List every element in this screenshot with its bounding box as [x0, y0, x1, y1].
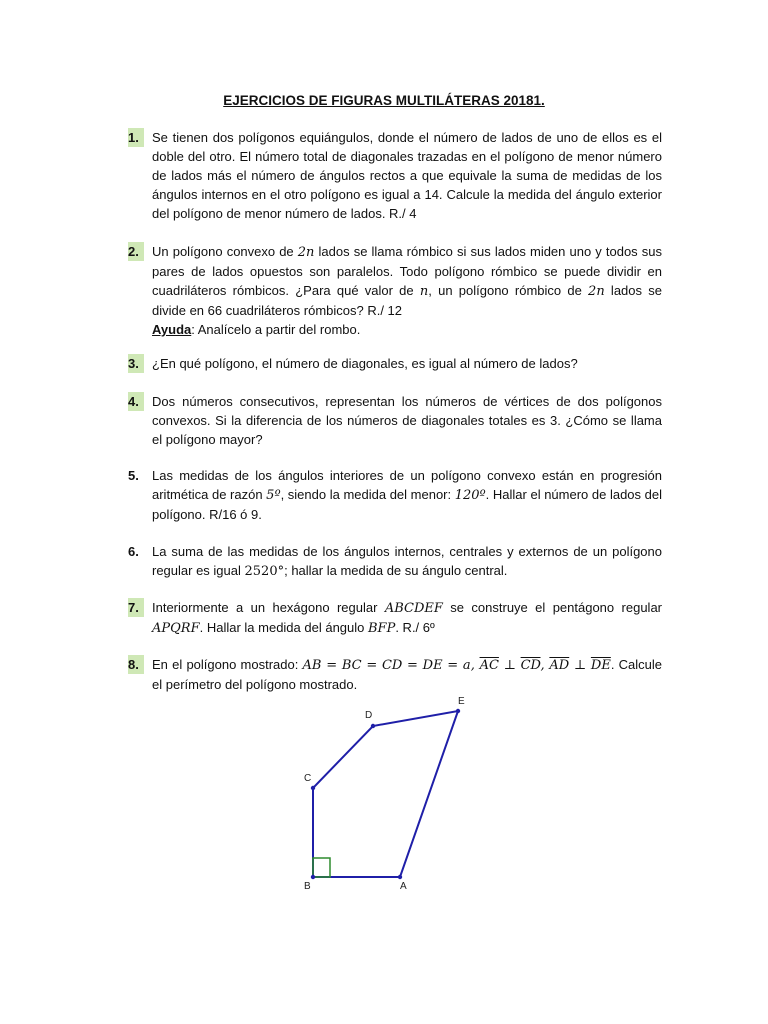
exercise-number: 1. — [128, 128, 144, 147]
vertex-d — [371, 724, 375, 728]
exercise-text: Las medidas de los ángulos interiores de un polígono convexo están en progresión aritmética de razón 5º, siendo la medida del menor: 120º. Hallar el número de lados del polígono. R/16 ó 9. — [152, 468, 662, 522]
label-c: C — [304, 773, 312, 784]
vertex-c — [311, 786, 315, 790]
polygon-outline — [313, 711, 458, 877]
exercise-text: Un polígono convexo de 2n lados se llama rómbico si sus lados miden uno y todos sus pares de lados opuestos son paralelos. Todo polígono rómbico se puede dividir en cuadriláteros rómbicos. ¿Para qué valor de n, un polígono rómbico de 2n lados se divide en 66 cuadriláteros rómbicos? R./ 12 Ayuda: Analícelo a partir del rombo. — [152, 244, 662, 337]
exercise-number: 5. — [128, 468, 139, 483]
math-expression: BFP — [368, 621, 396, 636]
exercise-number: 3. — [128, 354, 144, 373]
math-expression: 2520° — [244, 564, 285, 579]
label-e: E — [458, 696, 465, 707]
math-segment: $\overline{AC}$ — [479, 658, 499, 673]
exercise-text: ¿En qué polígono, el número de diagonales, es igual al número de lados? — [152, 356, 578, 371]
vertex-e — [456, 709, 460, 713]
exercise-text: Se tienen dos polígonos equiángulos, donde el número de lados de uno de ellos es el doble del otro. El número total de diagonales trazadas en el polígono de menor número de lados más el número de ángulos rectos a que equivale la suma de medidas de los ángulos internos en el otro polígono es igual a 14. Calcule la medida del ángulo exterior del polígono de menor número de lados. R./ 4 — [152, 130, 662, 221]
math-expression: 2n — [297, 245, 315, 260]
exercise-number: 2. — [128, 242, 144, 261]
hint-label: Ayuda — [152, 322, 192, 337]
exercise-text: En el polígono mostrado: AB = BC = CD = DE = a, $\overline{AC}$ ⊥ $\overline{CD}$, $\overline{AD}$ ⊥ $\overline{DE}$. Calcule el perímetro del polígono mostrado. — [152, 657, 663, 692]
math-expression: 120º — [454, 488, 486, 503]
math-expression: 2n — [588, 284, 605, 299]
label-b: B — [304, 881, 311, 892]
exercise-number: 6. — [128, 544, 139, 559]
math-segment: $\overline{CD}$ — [520, 658, 541, 673]
exercise-text: Interiormente a un hexágono regular ABCDEF se construye el pentágono regular APQRF. Hallar la medida del ángulo BFP. R./ 6º — [152, 600, 663, 636]
hint-text: : Analícelo a partir del rombo. — [191, 322, 361, 337]
right-angle-marker — [313, 858, 330, 877]
label-d: D — [365, 710, 373, 721]
exercise-number: 7. — [128, 598, 144, 617]
math-expression: APQRF — [152, 621, 200, 636]
math-segment: $\overline{DE}$ — [590, 658, 611, 673]
math-expression: ABCDEF — [384, 601, 443, 616]
exercise-number: 4. — [128, 392, 144, 411]
vertex-a — [398, 875, 402, 879]
exercise-text: La suma de las medidas de los ángulos internos, centrales y externos de un polígono regular es igual 2520°; hallar la medida de su ángulo central. — [152, 544, 662, 579]
exercise-text: Dos números consecutivos, representan los números de vértices de dos polígonos convexos. Si la diferencia de los números de diagonales totales es 3. ¿Cómo se llama el polígono mayor? — [152, 394, 662, 447]
vertex-b — [311, 875, 315, 879]
math-expression: 5º — [266, 488, 281, 503]
page-title: EJERCICIOS DE FIGURAS MULTILÁTERAS 20181. — [223, 93, 545, 108]
exercise-number: 8. — [128, 655, 144, 674]
label-a: A — [400, 881, 407, 892]
math-expression: AB = BC = CD = DE = a — [302, 658, 471, 673]
math-segment: $\overline{AD}$ — [549, 658, 570, 673]
math-expression: n — [419, 284, 429, 299]
